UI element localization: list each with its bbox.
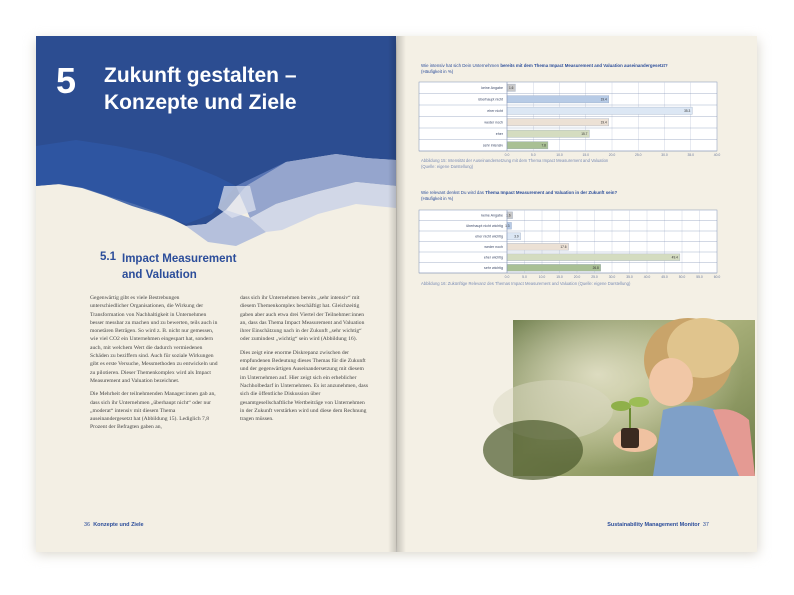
running-title: Konzepte und Ziele: [93, 522, 144, 528]
value-label: 1.3: [505, 223, 510, 228]
chapter-title: [104, 62, 374, 116]
category-label: eher wichtig: [483, 255, 503, 260]
right-footer: [607, 522, 709, 528]
bar: [507, 96, 609, 103]
x-tick-label: 0.0: [504, 275, 510, 279]
x-tick-label: 40.0: [643, 275, 651, 279]
right-page: [397, 36, 757, 552]
x-tick-label: 25.0: [591, 275, 598, 279]
chart-1-question-bold: bereits mit dem Thema Impact Measurement and Valuation auseinandergesetzt?: [500, 63, 668, 68]
value-label: 15.7: [581, 131, 588, 136]
body-paragraph: Die Mehrheit der teilnehmenden Manager:innen gab an, dass sich ihr Unternehmen „überhaupt nicht“ oder nur „moderat“ intensiv mit diesem Thema auseinandergesetzt hat (Abbildung 15). Lediglich 7,8 Prozent der Befragten gaben an,: [90, 391, 216, 431]
category-label: sehr intensiv: [482, 143, 503, 148]
value-label: 7.8: [541, 143, 546, 148]
body-paragraph: Dies zeigt eine enorme Diskrepanz zwischen der empfundenen Bedeutung dieses Themas für die Zukunft und der gegenwärtigen Auseinandersetzung mit diesem im Unternehmen auf. Hier zeigt sich ein erheblicher Nachholbedarf in Unternehmen. Es ist anzunehmen, dass sich die öffentliche Diskussion über gesamtgesellschaftliche Wertbeiträge von Unternehmen in der Zukunft verstärken wird und diese dem Rechnung tragen müssen.: [240, 349, 368, 423]
value-label: 26.8: [592, 265, 599, 270]
x-tick-label: 55.0: [696, 275, 703, 279]
category-label: überhaupt nicht: [478, 97, 503, 102]
x-tick-label: 30.0: [661, 153, 668, 157]
category-label: eher nicht wichtig: [475, 234, 503, 239]
x-tick-label: 45.0: [661, 275, 668, 279]
category-label: weder noch: [484, 120, 503, 125]
bar: [507, 264, 601, 271]
x-tick-label: 0.0: [504, 153, 510, 157]
category-label: eher: [495, 132, 503, 137]
value-label: 19.4: [600, 97, 607, 102]
chart-2-question: [421, 190, 721, 202]
x-tick-label: 35.0: [626, 275, 633, 279]
page-number: 36: [84, 522, 91, 528]
category-label: sehr wichtig: [484, 266, 503, 271]
value-label: 1.6: [508, 85, 514, 90]
child-with-seedling-photo: [513, 320, 755, 476]
body-column-2: [240, 294, 368, 428]
body-paragraph: dass sich ihr Unternehmen bereits „sehr intensiv“ mit diesem Themenkomplex beschäftigt hat. Gleichzeitig gaben aber auch etwa drei Viertel der Teilnehmer:innen an, dass das Thema Impact Measurement and Valuation ihrer Einschätzung nach in der Zukunft „sehr wichtig“ oder zumindest „wichtig“ sein wird (Abbildung 16).: [240, 295, 365, 343]
x-tick-label: 5.0: [530, 153, 536, 157]
chart-relevance: [419, 208, 719, 284]
chart-2-question-text: Wie relevant denkst Du wird das: [421, 190, 486, 195]
running-title: Sustainability Management Monitor: [607, 522, 700, 528]
x-tick-label: 60.0: [713, 275, 721, 279]
chart-1-caption: [421, 158, 741, 170]
chart-1-unit: (Häufigkeit in %): [421, 69, 454, 74]
category-label: überhaupt nicht wichtig: [466, 224, 503, 229]
value-label: 35.3: [684, 108, 691, 113]
left-page: [36, 36, 396, 552]
bar: [507, 243, 569, 250]
x-tick-label: 25.0: [634, 153, 642, 157]
x-tick-label: 10.0: [556, 153, 563, 157]
chart-1-question-text: Wie intensiv hat sich Dein Unternehmen: [421, 63, 501, 68]
chart-2-unit: (Häufigkeit in %): [421, 196, 454, 201]
x-tick-label: 40.0: [713, 153, 721, 157]
value-label: 19.4: [600, 120, 607, 125]
category-label: keine Angabe: [481, 213, 503, 218]
section-title-line-1: Impact Measurement: [122, 253, 237, 265]
value-label: 17.6: [560, 244, 567, 249]
section-title-line-2: and Valuation: [122, 269, 197, 281]
category-label: keine Angabe: [481, 86, 503, 91]
value-label: 1.6: [506, 213, 511, 218]
x-tick-label: 15.0: [582, 153, 590, 157]
x-tick-label: 5.0: [522, 275, 527, 279]
section-number: 5.1: [100, 251, 116, 263]
x-tick-label: 50.0: [678, 275, 686, 279]
x-tick-label: 35.0: [687, 153, 695, 157]
chapter-title-line-2: Konzepte und Ziele: [104, 91, 297, 114]
x-tick-label: 20.0: [573, 275, 581, 279]
x-tick-label: 15.0: [556, 275, 563, 279]
category-label: weder noch: [484, 245, 503, 250]
body-column-1: [90, 294, 218, 437]
x-tick-label: 20.0: [608, 153, 616, 157]
chapter-number: 5: [56, 60, 77, 101]
bar: [507, 107, 692, 114]
value-label: 3.9: [514, 234, 519, 239]
chart-2-question-bold: Thema Impact Measurement and Valuation in der Zukunft sein?: [485, 190, 618, 195]
chart-1-caption-line-1: Abbildung 15: Intensität der Auseinandersetzung mit dem Thema Impact Measurement and Valuation: [421, 158, 609, 163]
chapter-title-line-1: Zukunft gestalten –: [104, 64, 297, 87]
section-title: [122, 251, 302, 283]
bar: [507, 119, 609, 126]
category-label: eher nicht: [487, 109, 503, 114]
x-tick-label: 30.0: [608, 275, 616, 279]
page-number: 37: [702, 522, 709, 528]
left-footer: [84, 522, 144, 528]
chart-intensity: [419, 80, 719, 160]
chart-1-caption-line-2: (Quelle: eigene Darstellung): [421, 164, 474, 169]
value-label: 49.4: [671, 255, 678, 260]
bar: [507, 130, 589, 137]
book-gutter: [388, 36, 406, 552]
body-paragraph: Gegenwärtig gibt es viele Bestrebungen unterschiedlicher Organisationen, die Wirkung der Transformation von Nachhaltigkeit in Unternehmen besser messbar zu machen und zu bewerten, teils auch in monetären Beträgen. So wird z. B. nicht nur gemessen, wie viel CO2 ein Unternehmen eingespart hat, sondern auch, mit welchem Wert die dadurch vermiedenen Schäden zu beziffern sind. Auch für soziale Wirkungen gibt es erste Versuche, Messmethoden zu entwickeln und zu pilotieren. Dieser Themenkomplex wird als Impact Measurement and Valuation bezeichnet.: [90, 295, 218, 384]
chart-2-caption: Abbildung 16: Zukünftige Relevanz des Themas Impact Measurement and Valuation (Quelle: eigene Darstellung): [421, 281, 631, 286]
chart-1-question: [421, 63, 721, 75]
x-tick-label: 10.0: [538, 275, 546, 279]
bar: [507, 254, 680, 261]
